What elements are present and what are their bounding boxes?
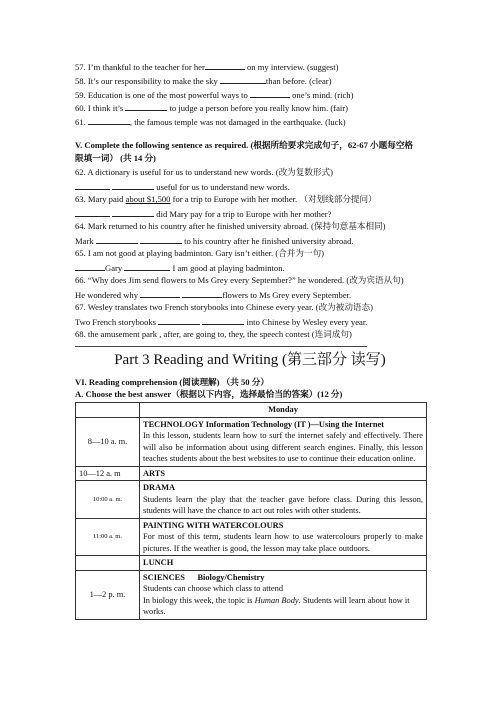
answer-blank[interactable] [75,181,110,190]
answer-blank[interactable] [88,116,130,125]
answer-blank[interactable] [140,235,182,244]
day-header: Monday [140,403,427,418]
answer-line-63: did Mary pay for a trip to Europe with her mother? [75,208,438,220]
answer-line-66: He wondered why flowers to Ms Grey every September. [75,290,352,300]
section-vi-heading: VI. Reading comprehension (阅读理解) （共 50 分） [75,377,269,387]
time-cell: 8—10 a. m. [76,417,140,466]
table-row [76,556,427,571]
lesson-description: In biology this week, the topic is Human Body. Students will learn about how it works. [143,595,410,616]
question-57: 57. I’m thankful to the teacher for her on my interview. (suggest) [75,62,339,72]
answer-blank[interactable] [220,75,266,84]
time-cell: 10:00 a. m. [76,481,140,519]
question-60: 60. I think it’s to judge a person before you really know him. (fair) [75,103,349,113]
question-68: 68. the amusement park , after, are going to, they, the speech contest (连词成句) [75,329,352,339]
answer-blank[interactable] [202,316,244,325]
answer-blank[interactable] [75,262,105,271]
answer-line-62: useful for us to understand new words. [75,181,438,193]
section-v-heading-cont: 限填一词） (共 14 分) [75,153,156,163]
question-63: 63. Mary paid about $1,500 for a trip to Europe with her mother. （对划线部分提问） [75,194,377,204]
answer-blank[interactable] [112,181,154,190]
answer-blank[interactable] [158,316,200,325]
table-row [76,481,427,519]
question-66: 66. “Why does Jim send flowers to Ms Grey every September?” he wondered. (改为宾语从句) [75,275,404,285]
lesson-title: DRAMA [143,483,176,492]
question-67: 67. Wesley translates two French storybooks into Chinese every year. (改为被动语态) [75,302,373,312]
question-61: 61. , the famous temple was not damaged in the earthquake. (luck) [75,117,346,127]
schedule-table [75,402,427,620]
lesson-title: TECHNOLOGY Information Technology (IT )—Using the Internet [143,419,385,429]
section-a-heading: A. Choose the best answer（根据以下内容，选择最恰当的答案）(12 分) [75,389,343,399]
section-v-heading: V. Complete the following sentence as required. (根据所给要求完成句子，62-67 小题每空格 [75,140,414,150]
answer-blank[interactable] [182,289,222,298]
lesson-title: SCIENCES Biology/Chemistry [143,572,265,582]
answer-blank[interactable] [112,208,154,217]
lesson-description: In this lesson, students learn how to surf the internet safely and effectively. There will also be information about using different search engines. Finally, this lesson teaches students about the best websites to use to continue their education online. [143,431,423,463]
time-cell: 10—12 a. m [76,466,140,481]
lesson-title: LUNCH [140,556,427,571]
question-65: 65. I am not good at playing badminton. Gary isn’t either. (合并为一句) [75,248,325,258]
time-cell: 11:00 a. m. [76,518,140,556]
part-title: Part 3 Reading and Writing (第三部分 读写) [114,352,386,368]
table-header-row [76,403,427,418]
answer-blank[interactable] [205,61,245,70]
answer-blank[interactable] [96,235,138,244]
answer-blank[interactable] [75,208,110,217]
table-row [76,518,427,556]
answer-line-68[interactable] [75,346,367,347]
lesson-description: Students learn the play that the teacher gave before class. During this lesson, students will have the chance to act out roles with other students. [143,494,423,515]
question-64: 64. Mark returned to his country after he finished university abroad. (保持句意基本相同) [75,221,386,231]
question-58: 58. It’s our responsibility to make the sky than before. (clear) [75,76,332,86]
answer-blank[interactable] [250,89,290,98]
question-62: 62. A dictionary is useful for us to understand new words. (改为复数形式) [75,167,334,177]
answer-line-67: Two French storybooks into Chinese by Wesley every year. [75,317,368,327]
table-row [76,466,427,481]
lesson-title: ARTS [140,466,427,481]
table-row [76,417,427,466]
answer-line-64: Mark to his country after he finished university abroad. [75,236,354,246]
question-59: 59. Education is one of the most powerful ways to one’s mind. (rich) [75,90,354,100]
answer-blank[interactable] [124,262,170,271]
answer-blank[interactable] [125,102,167,111]
lesson-description: Students can choose which class to attend [143,584,284,593]
answer-line-65: Gary I am good at playing badminton. [75,262,438,274]
time-cell: 1—2 p. m. [76,570,140,619]
table-row [76,570,427,619]
lesson-title: PAINTING WITH WATERCOLOURS [143,520,284,530]
lesson-description: For most of this term, students learn how to use watercolours properly to make pictures. If the weather is good, the lesson may take place outdoors. [143,532,423,553]
answer-blank[interactable] [140,289,180,298]
